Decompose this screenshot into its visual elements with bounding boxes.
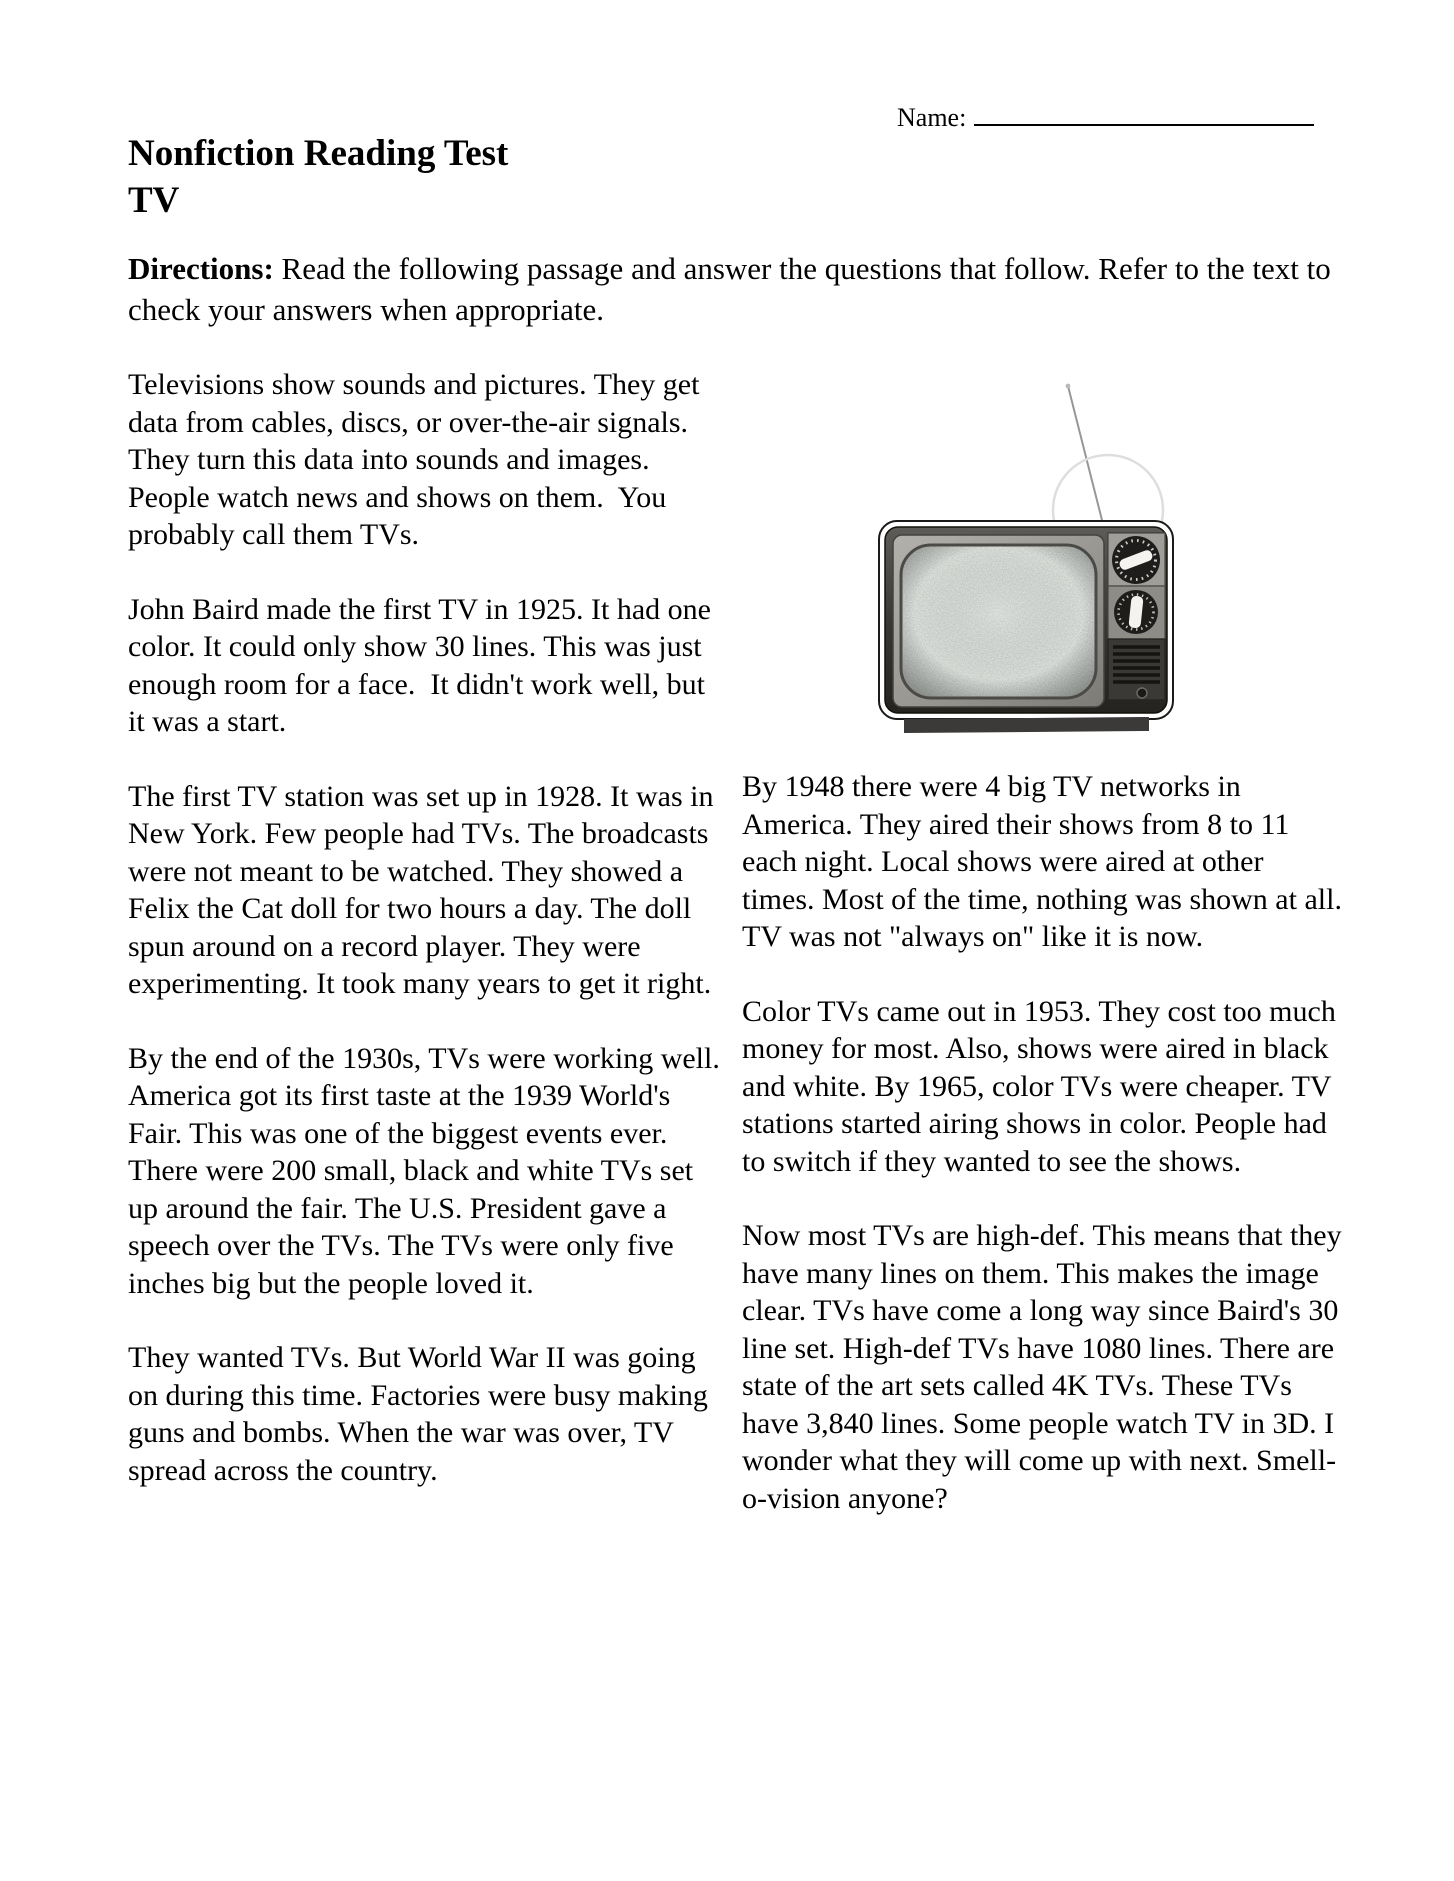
passage-paragraph: By the end of the 1930s, TVs were working well. America got its first taste at the 1939 World's Fair. This was one of the biggest events ever. There were 200 small, black and white TVs set up around the fair. The U.S. President gave a speech over the TVs. The TVs were only five inches big but the people loved it.: [128, 1041, 726, 1300]
passage-paragraph: The first TV station was set up in 1928. It was in New York. Few people had TVs. The broadcasts were not meant to be watched. They showed a Felix the Cat doll for two hours a day. The doll spun around on a record player. They were experimenting. It took many years to get it right.: [128, 779, 721, 1000]
tv-control-panel: [1108, 533, 1165, 700]
tv-channel-knob: [1112, 536, 1160, 584]
tv-screen: [901, 545, 1096, 698]
passage-paragraph: By 1948 there were 4 big TV networks in America. They aired their shows from 8 to 11 each night. Local shows were aired at other times. Most of the time, nothing was shown at all. TV was not "always on" like it is now.: [742, 770, 1349, 953]
passage-paragraph: Now most TVs are high-def. This means that they have many lines on them. This makes the image clear. TVs have come a long way since Baird's 30 line set. High-def TVs have 1080 lines. There are state of the art sets called 4K TVs. These TVs have 3,840 lines. Some people watch TV in 3D. I wonder what they will come up with next. Smell-o-vision anyone?: [742, 1219, 1350, 1515]
name-blank-line: [974, 100, 1314, 126]
directions-label: Directions:: [128, 251, 274, 286]
subtitle-line: TV: [128, 180, 180, 221]
title-line: Nonfiction Reading Test: [128, 133, 509, 174]
passage-paragraph: Televisions show sounds and pictures. They get data from cables, discs, or over-the-air signals. They turn this data into sounds and images. People watch news and shows on them. You probably call them TVs.: [128, 368, 707, 551]
passage-left-column: [128, 366, 725, 1554]
name-label: Name:: [897, 103, 967, 132]
tv-volume-knob: [1114, 590, 1158, 634]
passage-paragraph: John Baird made the first TV in 1925. It had one color. It could only show 30 lines. This was just enough room for a face. It didn't work well, but it was a start.: [128, 592, 719, 738]
television-image: [876, 380, 1176, 735]
name-field-row: [897, 100, 1314, 133]
page-title: [128, 130, 508, 224]
tv-screw-icon: [1137, 688, 1147, 698]
passage-paragraph: Color TVs came out in 1953. They cost too much money for most. Also, shows were aired in black and white. By 1965, color TVs were cheaper. TV stations started airing shows in color. People had to switch if they wanted to see the shows.: [742, 994, 1344, 1178]
tv-speaker-grille-icon: [1108, 639, 1165, 700]
passage-paragraph: They wanted TVs. But World War II was going on during this time. Factories were busy making guns and bombs. When the war was over, TV spread across the country.: [128, 1341, 716, 1487]
directions: [128, 248, 1346, 330]
tv-stand: [904, 717, 1149, 733]
passage-right-column: [742, 366, 1350, 1554]
passage-columns: [128, 366, 1350, 1554]
directions-text: Read the following passage and answer the questions that follow. Refer to the text to check your answers when appropriate.: [128, 251, 1331, 327]
